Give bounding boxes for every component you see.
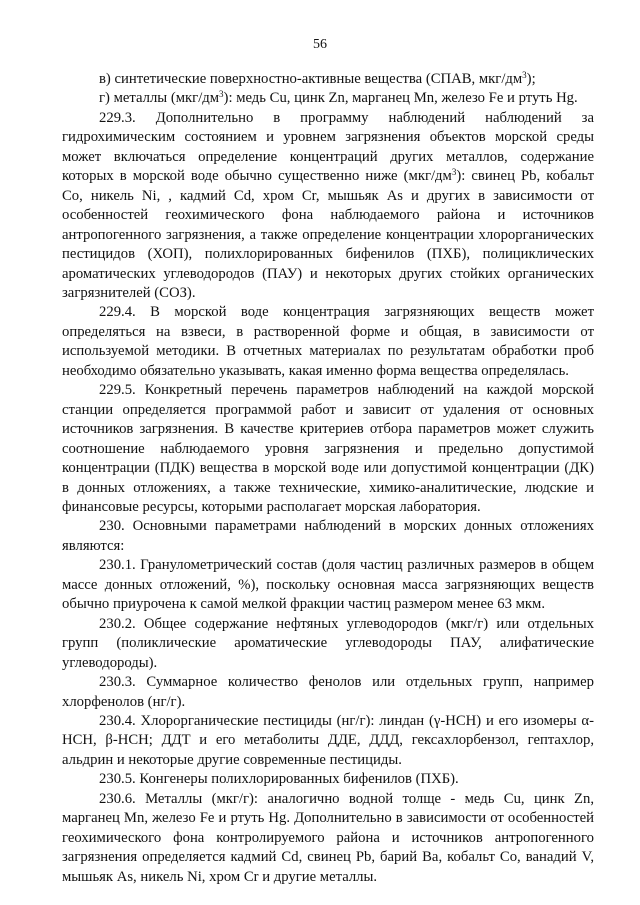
paragraph-230-5 — [62, 770, 594, 789]
text-segment: 230.4. Хлорорганические пестициды (нг/г): линдан (γ-HCH) и его изомеры α-HCH, β-HCH; ДДТ и его метаболиты ДДЕ, ДДД, гексахлорбензол, гептахлор, альдрин и некоторые другие современные пестициды. — [62, 712, 594, 768]
text-segment: г) металлы (мкг/дм — [99, 90, 220, 107]
text-segment: 230.1. Гранулометрический состав (доля частиц различных размеров в общем массе донных отложений, %), поскольку основная масса загрязняющих веществ обычно приурочена к самой мелкой фракции частиц размером менее 63 мкм. — [62, 557, 594, 613]
paragraph-spav — [62, 70, 594, 89]
paragraph-229-3 — [62, 109, 594, 304]
paragraph-230-3 — [62, 673, 594, 712]
page-number: 56 — [313, 37, 327, 52]
paragraph-229-4 — [62, 303, 594, 381]
text-segment: 229.4. В морской воде концентрация загрязняющих веществ может определяться на взвеси, в растворенной форме и общая, в зависимости от используемой методики. В отчетных материалах по результатам обработки проб необходимо обязательно указывать, какая именно форма вещества определялась. — [62, 304, 594, 379]
text-segment: ): свинец Pb, кобальт Co, никель Ni, , кадмий Cd, хром Cr, мышьяк As и других в зависимости от особенностей геохимического фона наблюдаемого района и источников антропогенного загрязнения, а также определение концентрации хлорорганических пестицидов (ХОП), полихлорированных бифенилов (ПХБ), полициклических ароматических углеводородов (ПАУ) и некоторых других стойких органических загрязнителей (СОЗ). — [62, 168, 594, 301]
text-segment: 230.6. Металлы (мкг/г): аналогично водной толще - медь Cu, цинк Zn, марганец Mn, железо Fe и ртуть Hg. Дополнительно в зависимости от особенностей геохимического фона контролируемого района и источников антропогенного загрязнения определяется кадмий Cd, свинец Pb, барий Ba, кобальт Co, ванадий V, мышьяк As, никель Ni, хром Cr и другие металлы. — [62, 790, 594, 885]
paragraph-230 — [62, 517, 594, 556]
text-segment: 229.3. Дополнительно в программу наблюдений наблюдений за гидрохимическим состоянием и уровнем загрязнения объектов морской среды может включаться определение концентраций других металлов, содержание которых в морской воде обычно существенно ниже (мкг/дм — [62, 109, 594, 185]
text-segment: 229.5. Конкретный перечень параметров наблюдений на каждой морской станции определяется программой работ и зависит от удаления от основных источников загрязнения. В качестве критериев отбора параметров может служить соотношение наблюдаемого уровня загрязнения и предельно допустимой концентрации (ПДК) вещества в морской воде или допустимой концентрации (ДК) в донных отложениях, а также технические, химико-аналитические, людские и финансовые ресурсы, которыми располагает морская лаборатория. — [62, 382, 594, 515]
superscript: 3 — [451, 167, 457, 178]
paragraph-230-2 — [62, 615, 594, 673]
paragraph-metals — [62, 89, 594, 108]
text-segment: ): медь Cu, цинк Zn, марганец Mn, железо Fe и ртуть Hg. — [223, 90, 578, 107]
text-segment: 230.5. Конгенеры полихлорированных бифенилов (ПХБ). — [99, 771, 459, 788]
paragraph-230-4 — [62, 712, 594, 770]
text-segment: в) синтетические поверхностно-активные вещества (СПАВ, мкг/дм — [99, 71, 523, 87]
superscript: 3 — [219, 89, 224, 100]
text-segment: ); — [526, 71, 536, 87]
text-segment: 230. Основными параметрами наблюдений в морских донных отложениях являются: — [62, 518, 594, 554]
document-body — [62, 70, 594, 887]
paragraph-230-1 — [62, 556, 594, 614]
text-segment: 230.3. Суммарное количество фенолов или отдельных групп, например хлорфенолов (нг/г). — [62, 674, 594, 710]
superscript: 3 — [522, 70, 527, 80]
text-segment: 230.2. Общее содержание нефтяных углеводородов (мкг/г) или отдельных групп (поликлические ароматические углеводороды ПАУ, алифатические углеводороды). — [62, 615, 594, 671]
paragraph-229-5 — [62, 381, 594, 517]
paragraph-230-6 — [62, 790, 594, 887]
